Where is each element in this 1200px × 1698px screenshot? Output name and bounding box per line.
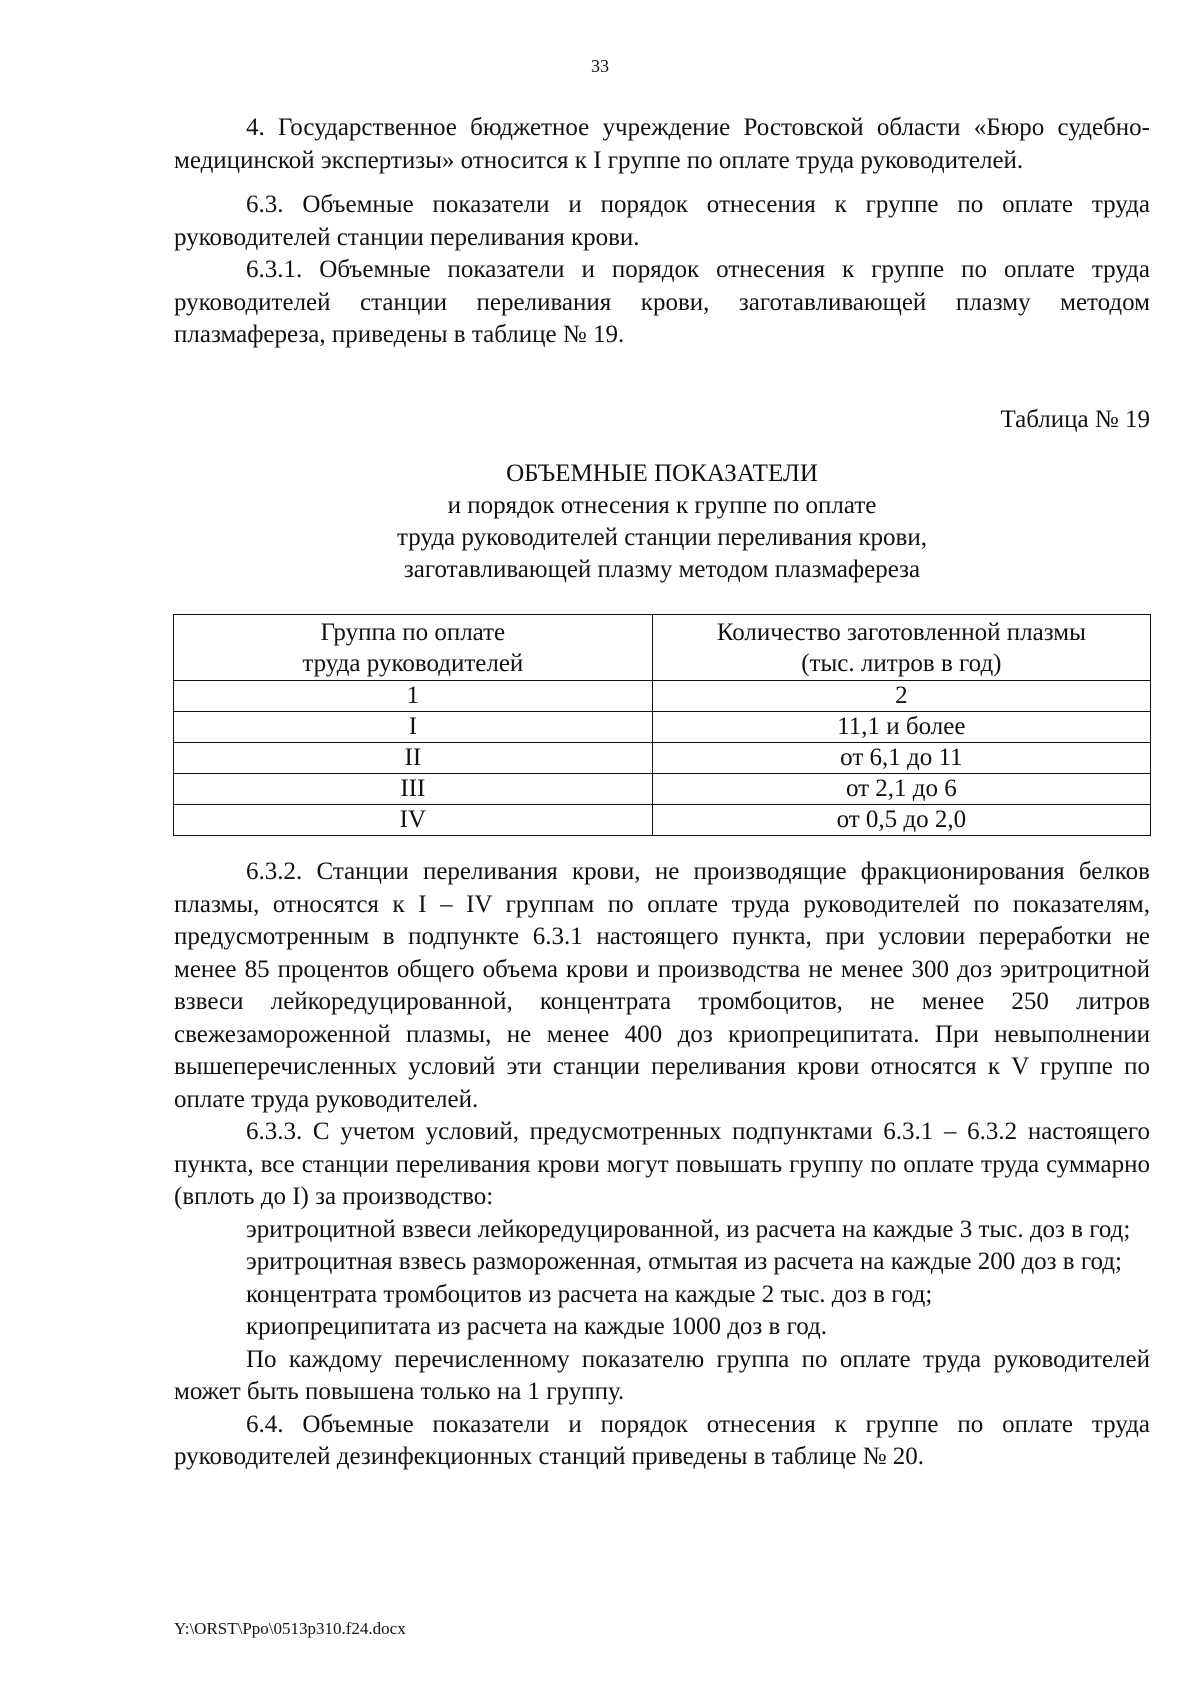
table-title-line: труда руководителей станции переливания крови, — [397, 524, 927, 551]
table-cell: от 2,1 до 6 — [652, 774, 1150, 805]
paragraph-section-6-3-3: 6.3.3. С учетом условий, предусмотренных подпунктами 6.3.1 – 6.3.2 настоящего пункта, все станции переливания крови могут повышать группу по оплате труда суммарно (вплоть до I) за производство: — [174, 1118, 1150, 1210]
table-cell: II — [174, 743, 653, 774]
document-footer-path: Y:\ORST\Ppo\0513p310.f24.docx — [174, 1619, 406, 1638]
header-plasma-quantity — [652, 615, 1150, 681]
table-label: Таблица № 19 — [1000, 406, 1150, 433]
paragraph-section-6-3-2: 6.3.2. Станции переливания крови, не производящие фракционирования белков плазмы, относятся к I – IV группам по оплате труда руководителей по показателям, предусмотренным в подпункте 6.3.1 настоящего пункта, при условии переработки не менее 85 процентов общего объема крови и производства не менее 300 доз эритроцитной взвеси лейкоредуцированной, концентрата тромбоцитов, не менее 250 литров свежезамороженной плазмы, не менее 400 доз криопреципитата. При невыполнении вышеперечисленных условий эти станции переливания крови относятся к V группе по оплате труда руководителей. — [174, 858, 1150, 1113]
header-plasma-line: Количество заготовленной плазмы — [716, 619, 1086, 646]
text-block-bottom — [174, 856, 1150, 1474]
table-header-row — [174, 615, 1151, 681]
table-title-line: ОБЪЕМНЫЕ ПОКАЗАТЕЛИ — [506, 460, 818, 487]
table-row — [174, 712, 1151, 743]
table-cell: 1 — [174, 681, 653, 712]
header-group-line: Группа по оплате — [320, 619, 506, 646]
header-group — [174, 615, 653, 681]
table-cell: от 0,5 до 2,0 — [652, 805, 1150, 836]
table-cell: III — [174, 774, 653, 805]
table-title-line: заготавливающей плазму методом плазмафереза — [403, 556, 921, 583]
table-cell: IV — [174, 805, 653, 836]
table-row — [174, 805, 1151, 836]
table-cell: от 6,1 до 11 — [652, 743, 1150, 774]
header-plasma-line: (тыс. литров в год) — [801, 650, 1002, 677]
page-number: 33 — [591, 56, 609, 76]
paragraph-section-6-4: 6.4. Объемные показатели и порядок отнесения к группе по оплате труда руководителей дезинфекционных станций приведены в таблице № 20. — [174, 1410, 1150, 1470]
text-block-top — [174, 112, 1150, 352]
paragraph-list-item: эритроцитная взвесь размороженная, отмытая из расчета на каждые 200 доз в год; — [246, 1248, 1122, 1275]
paragraph-item-4: 4. Государственное бюджетное учреждение Ростовской области «Бюро судебно-медицинской экспертизы» относится к I группе по оплате труда руководителей. — [174, 114, 1150, 174]
table-cell: 11,1 и более — [652, 712, 1150, 743]
table-title — [174, 458, 1150, 586]
table-cell: 2 — [652, 681, 1150, 712]
paragraph-list-item: эритроцитной взвеси лейкоредуцированной, из расчета на каждые 3 тыс. доз в год; — [246, 1215, 1131, 1243]
paragraph-section-6-3-1: 6.3.1. Объемные показатели и порядок отнесения к группе по оплате труда руководителей станции переливания крови, заготавливающей плазму методом плазмафереза, приведены в таблице № 19. — [174, 256, 1150, 348]
table-row — [174, 743, 1151, 774]
paragraph-list-item: концентрата тромбоцитов из расчета на каждые 2 тыс. доз в год; — [246, 1280, 933, 1308]
paragraph-section-6-3: 6.3. Объемные показатели и порядок отнесения к группе по оплате труда руководителей станции переливания крови. — [174, 191, 1150, 251]
table-cell: I — [174, 712, 653, 743]
table-title-line: и порядок отнесения к группе по оплате — [447, 492, 877, 519]
paragraph-group-raise-limit: По каждому перечисленному показателю группа по оплате труда руководителей может быть повышена только на 1 группу. — [174, 1345, 1150, 1405]
volume-indicators-table — [173, 614, 1151, 836]
table-row — [174, 774, 1151, 805]
header-group-line: труда руководителей — [302, 650, 524, 677]
table-row — [174, 681, 1151, 712]
paragraph-list-item: криопреципитата из расчета на каждые 1000 доз в год. — [246, 1313, 827, 1340]
